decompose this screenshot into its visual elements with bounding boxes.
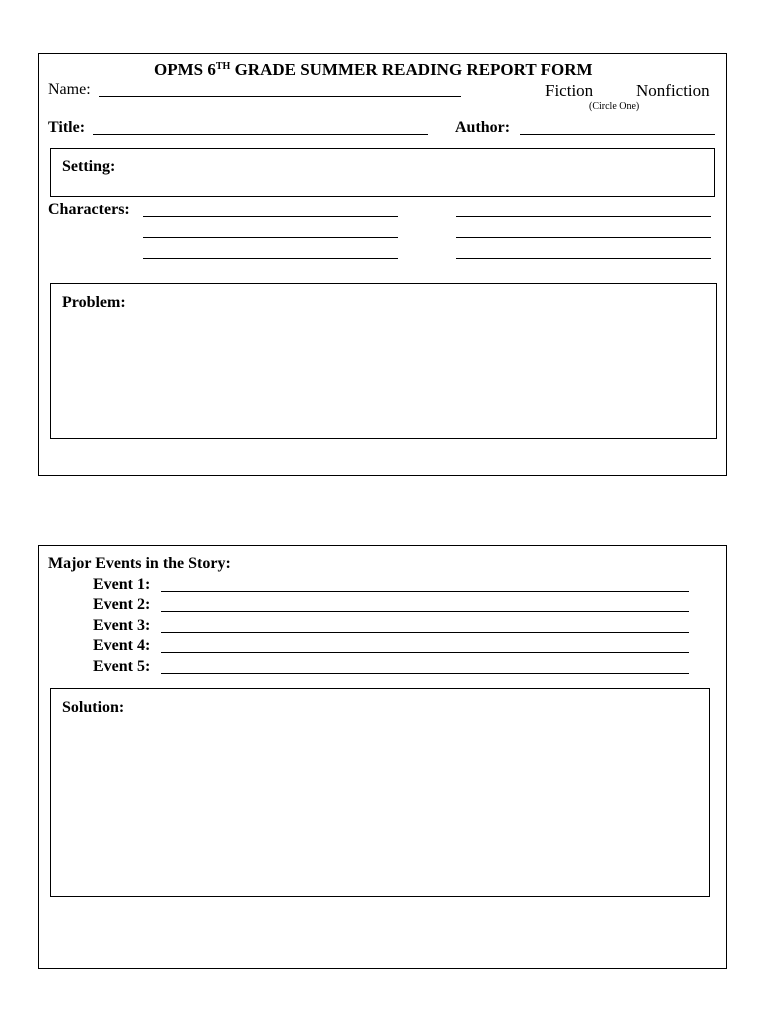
name-field[interactable]: [99, 96, 461, 97]
character-field[interactable]: [143, 237, 398, 238]
character-field[interactable]: [143, 216, 398, 217]
genre-nonfiction-option[interactable]: Nonfiction: [636, 81, 710, 100]
event-5-field[interactable]: [161, 673, 689, 674]
event-1-label: Event 1:: [93, 576, 151, 593]
title-field[interactable]: [93, 134, 428, 135]
event-2-field[interactable]: [161, 611, 689, 612]
circle-one-note: (Circle One): [589, 101, 640, 112]
event-4-label: Event 4:: [93, 637, 151, 654]
name-label: Name:: [48, 81, 91, 98]
event-5-label: Event 5:: [93, 658, 151, 675]
character-field[interactable]: [143, 258, 398, 259]
character-field[interactable]: [456, 237, 711, 238]
event-1-field[interactable]: [161, 591, 689, 592]
report-form-card: [38, 53, 727, 476]
event-3-label: Event 3:: [93, 617, 151, 634]
event-2-label: Event 2:: [93, 596, 151, 613]
setting-box[interactable]: [50, 148, 715, 197]
form-title: OPMS 6TH GRADE SUMMER READING REPORT FORM: [154, 60, 593, 79]
problem-label: Problem:: [62, 294, 126, 311]
character-field[interactable]: [456, 216, 711, 217]
major-events-heading: Major Events in the Story:: [48, 555, 231, 572]
setting-label: Setting:: [62, 158, 116, 175]
characters-label: Characters:: [48, 201, 130, 218]
problem-box[interactable]: [50, 283, 717, 439]
author-label: Author:: [455, 119, 511, 136]
character-field[interactable]: [456, 258, 711, 259]
solution-box[interactable]: [50, 688, 710, 897]
events-card: [38, 545, 727, 969]
title-label: Title:: [48, 119, 86, 136]
author-field[interactable]: [520, 134, 715, 135]
genre-fiction-option[interactable]: Fiction: [545, 81, 594, 100]
event-3-field[interactable]: [161, 632, 689, 633]
event-4-field[interactable]: [161, 652, 689, 653]
solution-label: Solution:: [62, 699, 125, 716]
